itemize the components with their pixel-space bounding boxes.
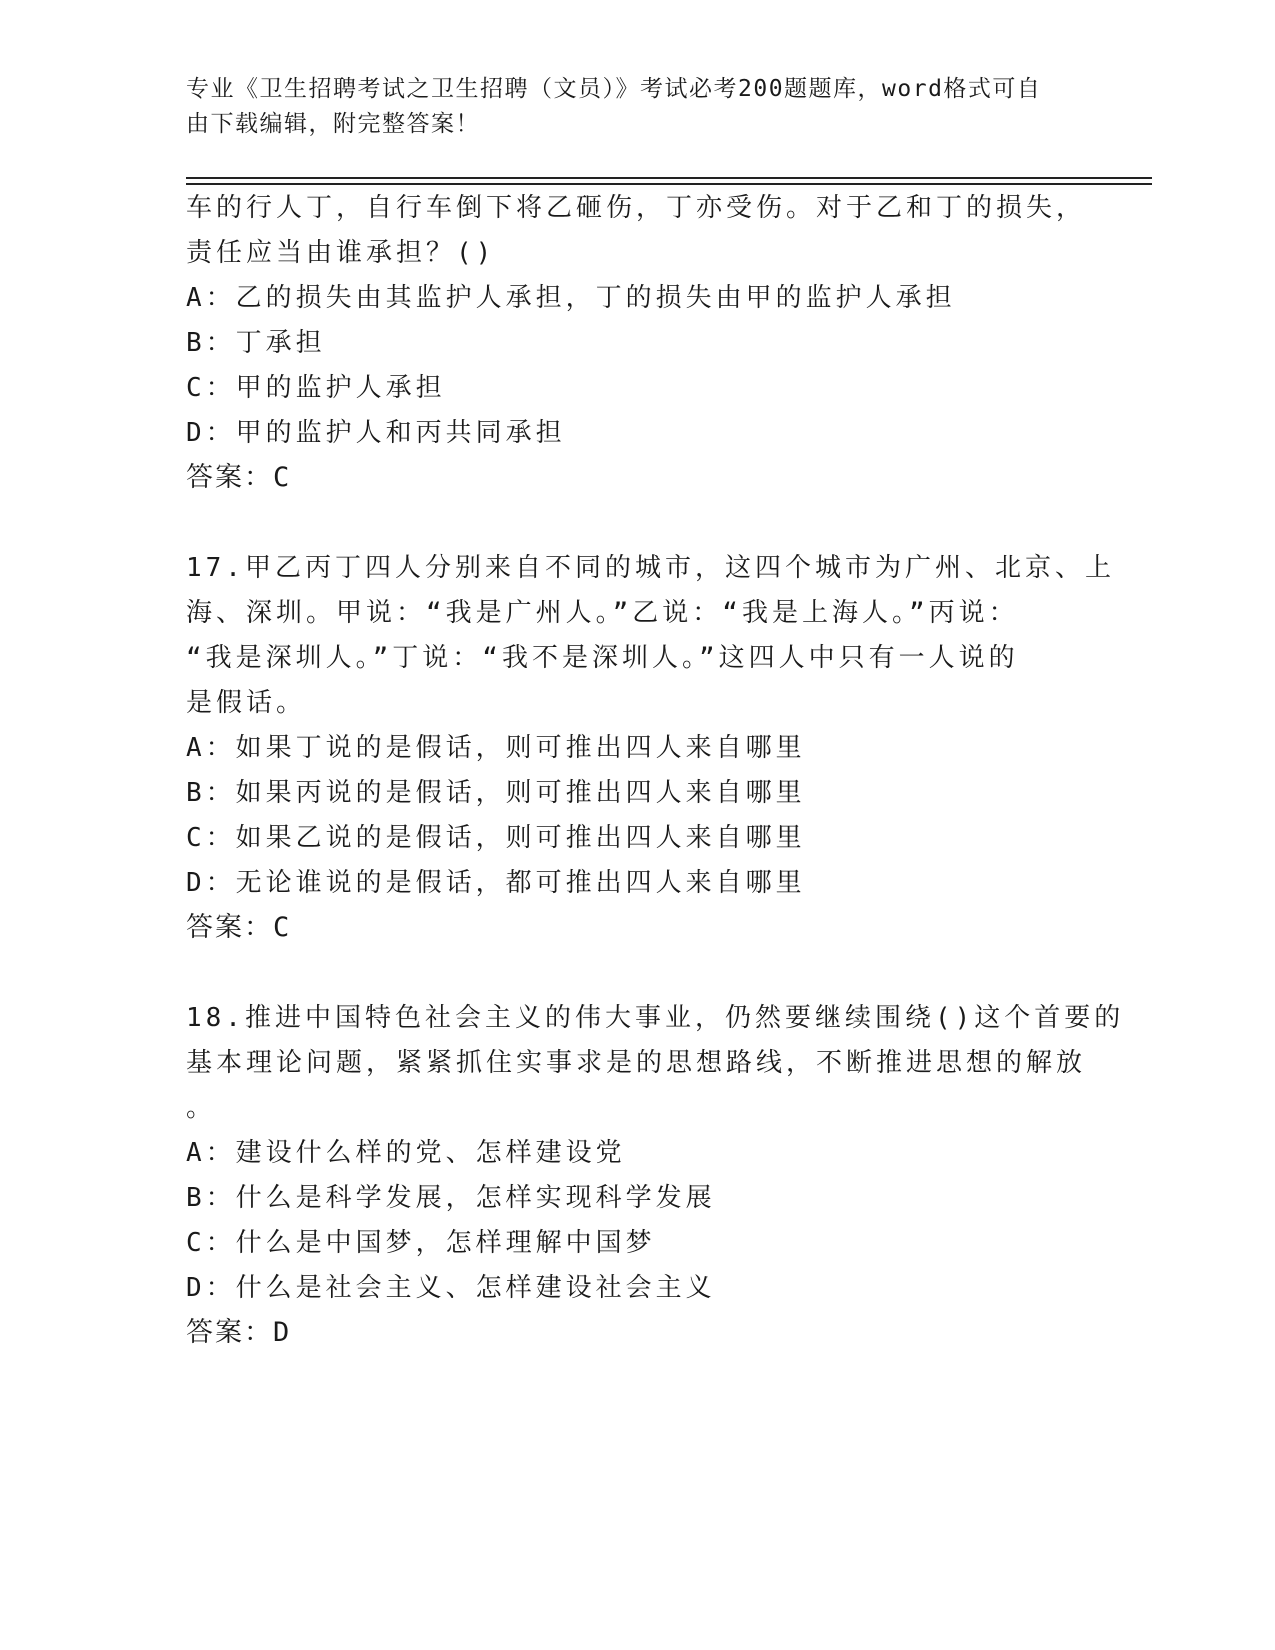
q17-stem-line-3: “我是深圳人。”丁说：“我不是深圳人。”这四人中只有一人说的 [186, 643, 1019, 673]
q18-stem-line-2: 基本理论问题，紧紧抓住实事求是的思想路线，不断推进思想的解放 [186, 1048, 1087, 1078]
q18-option-c: C：什么是中国梦，怎样理解中国梦 [186, 1228, 656, 1258]
q17-answer [186, 911, 289, 945]
q17-answer-label: 答案： [186, 912, 273, 943]
q17-answer-value: C [273, 912, 290, 943]
header-rule-top [186, 177, 1152, 179]
q16-answer-value: C [273, 462, 290, 493]
q18-option-d: D：什么是社会主义、怎样建设社会主义 [186, 1273, 716, 1303]
q16-option-d: D：甲的监护人和丙共同承担 [186, 418, 566, 448]
q17-option-d: D：无论谁说的是假话，都可推出四人来自哪里 [186, 868, 806, 898]
q17-option-a: A：如果丁说的是假话，则可推出四人来自哪里 [186, 733, 806, 763]
q17-option-c: C：如果乙说的是假话，则可推出四人来自哪里 [186, 823, 806, 853]
q17-stem-line-4: 是假话。 [186, 688, 307, 718]
q17-stem-line-2: 海、深圳。甲说：“我是广州人。”乙说：“我是上海人。”丙说： [186, 598, 1019, 628]
q18-answer-value: D [273, 1317, 290, 1348]
q16-option-b: B：丁承担 [186, 328, 326, 358]
q16-answer [186, 461, 289, 495]
q17-stem-line-1: 17.甲乙丙丁四人分别来自不同的城市，这四个城市为广州、北京、上 [186, 553, 1115, 583]
q18-option-a: A：建设什么样的党、怎样建设党 [186, 1138, 626, 1168]
header-rule-bottom [186, 183, 1152, 185]
q18-stem-line-1: 18.推进中国特色社会主义的伟大事业，仍然要继续围绕()这个首要的 [186, 1003, 1125, 1033]
document-header [186, 72, 1066, 142]
q16-option-c: C：甲的监护人承担 [186, 373, 446, 403]
q18-answer [186, 1316, 289, 1350]
header-line-1: 专业《卫生招聘考试之卫生招聘（文员）》考试必考200题题库，word格式可自 [186, 76, 1042, 102]
q18-stem-line-3: 。 [186, 1093, 217, 1123]
q16-answer-label: 答案： [186, 462, 273, 493]
q16-stem-line-1: 车的行人丁，自行车倒下将乙砸伤，丁亦受伤。对于乙和丁的损失， [186, 193, 1087, 223]
header-line-2: 由下载编辑，附完整答案！ [186, 111, 480, 137]
q16-stem-line-2: 责任应当由谁承担？() [186, 238, 496, 268]
q18-answer-label: 答案： [186, 1317, 273, 1348]
q16-option-a: A：乙的损失由其监护人承担，丁的损失由甲的监护人承担 [186, 283, 956, 313]
q17-option-b: B：如果丙说的是假话，则可推出四人来自哪里 [186, 778, 806, 808]
q18-option-b: B：什么是科学发展，怎样实现科学发展 [186, 1183, 716, 1213]
